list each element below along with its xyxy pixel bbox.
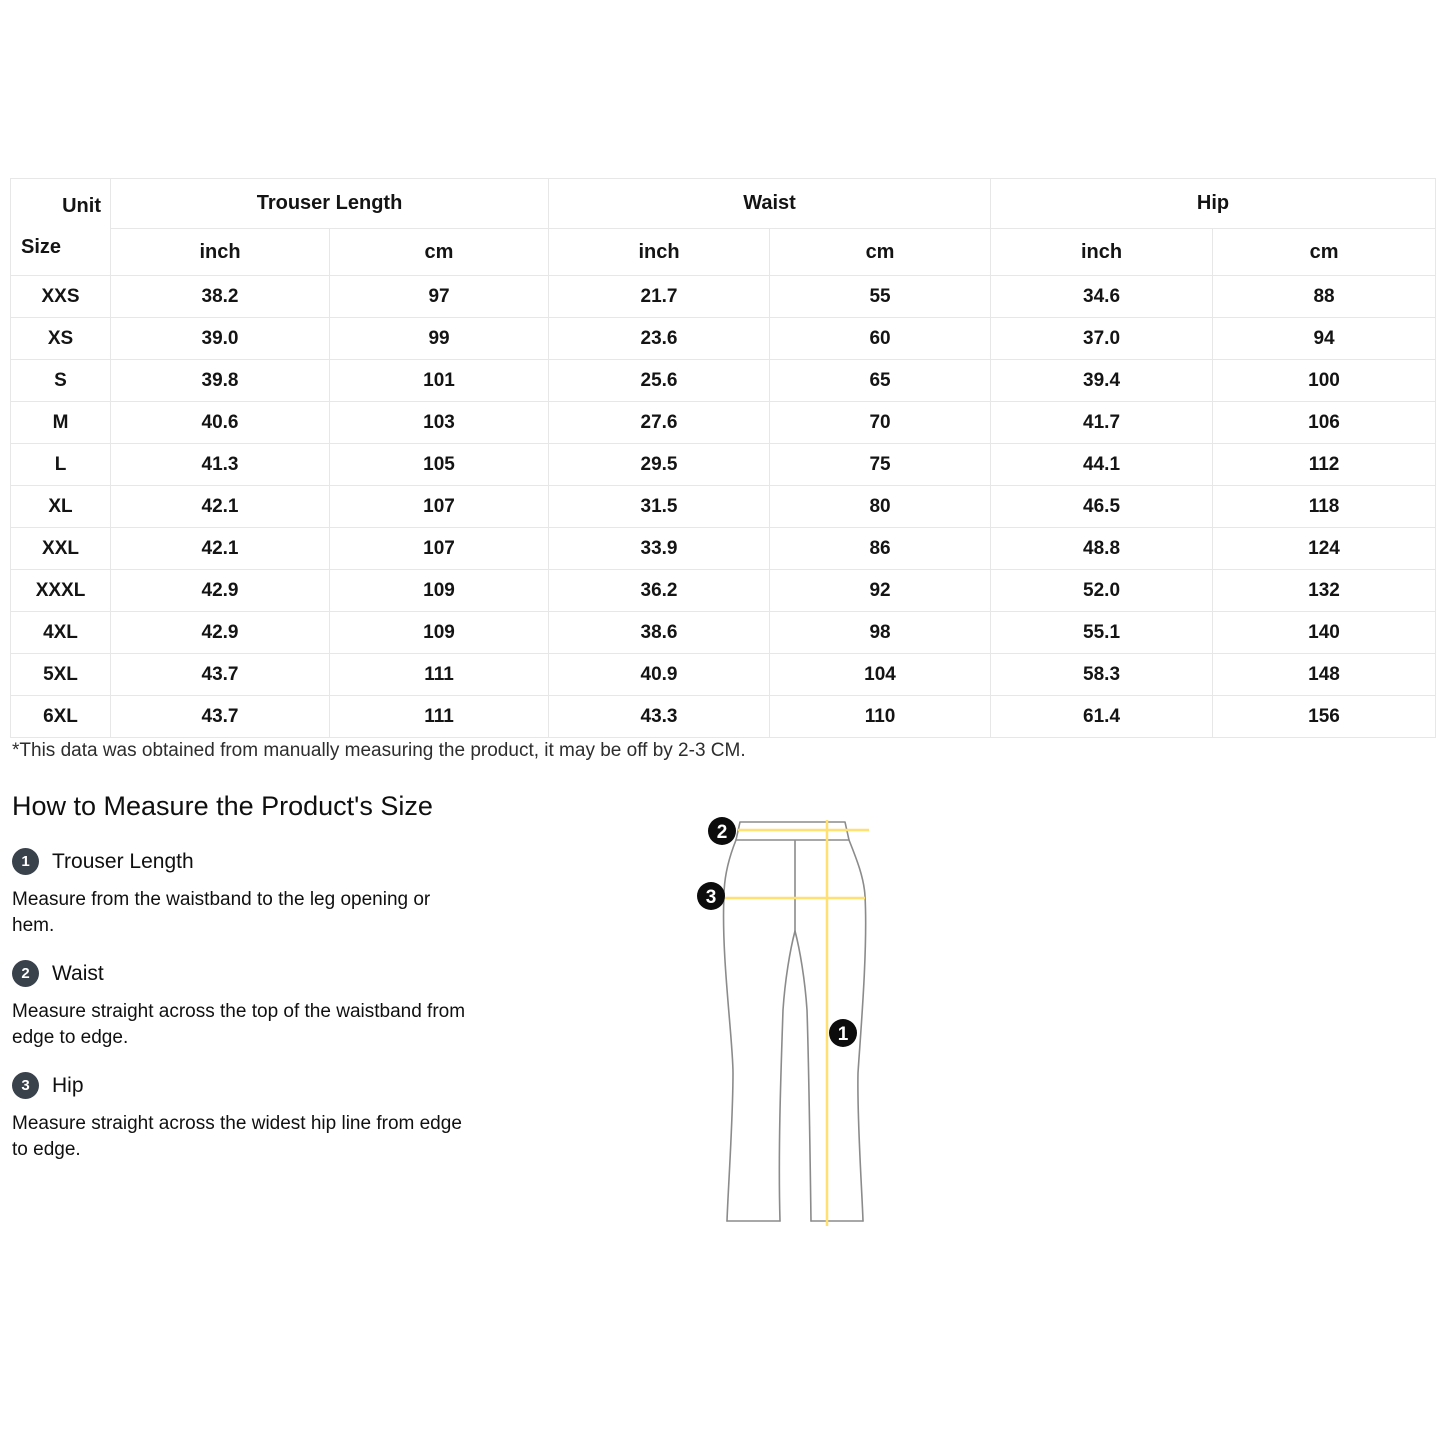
measurement-cell: 29.5 [549,444,770,486]
table-row [11,528,1436,570]
measurement-cell: 42.9 [111,570,330,612]
measurement-cell: 42.9 [111,612,330,654]
measurement-cell: 86 [770,528,991,570]
measurement-cell: 107 [330,528,549,570]
measurement-cell: 107 [330,486,549,528]
diagram-badge-1-icon [829,1019,857,1047]
step-3-badge-icon: 3 [12,1072,39,1099]
measurement-cell: 33.9 [549,528,770,570]
size-label: 4XL [11,612,111,654]
measurement-cell: 140 [1213,612,1436,654]
table-row [11,486,1436,528]
measurement-cell: 42.1 [111,528,330,570]
measurement-cell: 55 [770,276,991,318]
measurement-cell: 104 [770,654,991,696]
measurement-cell: 111 [330,654,549,696]
measurement-cell: 39.8 [111,360,330,402]
measurement-cell: 92 [770,570,991,612]
step-3-description: Measure straight across the widest hip line from edge to edge. [12,1113,462,1160]
unit-header: inch [111,229,330,276]
measurement-cell: 100 [1213,360,1436,402]
trousers-right-inner-edge [795,931,811,1221]
measurement-cell: 101 [330,360,549,402]
measurement-disclaimer: *This data was obtained from manually measuring the product, it may be off by 2-3 CM. [12,740,746,761]
column-group-hip: Hip [991,179,1436,229]
table-row [11,402,1436,444]
unit-header: inch [549,229,770,276]
step-2-description: Measure straight across the top of the waistband from edge to edge. [12,1001,466,1048]
measurement-cell: 23.6 [549,318,770,360]
measurement-cell: 44.1 [991,444,1213,486]
trousers-left-inner-edge [779,931,795,1221]
measurement-cell: 70 [770,402,991,444]
measurement-cell: 36.2 [549,570,770,612]
size-label: XXS [11,276,111,318]
measurement-cell: 60 [770,318,991,360]
measurement-cell: 88 [1213,276,1436,318]
measurement-cell: 25.6 [549,360,770,402]
size-label: XL [11,486,111,528]
table-group-header-row [11,179,1436,229]
measurement-cell: 38.2 [111,276,330,318]
measurement-cell: 41.7 [991,402,1213,444]
measurement-cell: 43.7 [111,654,330,696]
measurement-cell: 148 [1213,654,1436,696]
unit-header: cm [1213,229,1436,276]
table-unit-header-row [11,229,1436,276]
table-row [11,696,1436,738]
step-1-label: Trouser Length [52,849,194,873]
measurement-cell: 109 [330,570,549,612]
diagram-badge-2-icon [708,817,736,845]
diagram-badge-3-icon [697,882,725,910]
table-row [11,318,1436,360]
size-label: L [11,444,111,486]
step-3-label: Hip [52,1073,84,1097]
measurement-cell: 39.0 [111,318,330,360]
measurement-cell: 46.5 [991,486,1213,528]
table-row [11,444,1436,486]
measurement-cell: 34.6 [991,276,1213,318]
measurement-cell: 132 [1213,570,1436,612]
trousers-diagram-svg [690,800,920,1250]
column-group-trouser-length: Trouser Length [111,179,549,229]
measurement-cell: 43.7 [111,696,330,738]
measurement-cell: 156 [1213,696,1436,738]
measurement-cell: 94 [1213,318,1436,360]
measurement-cell: 124 [1213,528,1436,570]
step-2-badge-icon: 2 [12,960,39,987]
measurement-cell: 118 [1213,486,1436,528]
size-label: XXL [11,528,111,570]
measurement-cell: 110 [770,696,991,738]
measurement-cell: 27.6 [549,402,770,444]
measurement-cell: 111 [330,696,549,738]
size-label: XS [11,318,111,360]
table-row [11,612,1436,654]
measurement-cell: 58.3 [991,654,1213,696]
column-group-waist: Waist [549,179,991,229]
measurement-cell: 97 [330,276,549,318]
unit-header: cm [770,229,991,276]
measurement-cell: 112 [1213,444,1436,486]
trousers-measurement-diagram [690,800,920,1250]
step-trouser-length [12,848,632,875]
measurement-cell: 52.0 [991,570,1213,612]
measurement-cell: 40.6 [111,402,330,444]
size-label: XXXL [11,570,111,612]
measurement-cell: 99 [330,318,549,360]
svg-text:2: 2 [716,822,728,843]
measurement-cell: 21.7 [549,276,770,318]
table-row [11,570,1436,612]
corner-unit-label: Unit [62,195,101,217]
measurement-cell: 98 [770,612,991,654]
size-table [10,178,1436,738]
measurement-cell: 31.5 [549,486,770,528]
size-label: S [11,360,111,402]
size-label: 5XL [11,654,111,696]
measurement-cell: 80 [770,486,991,528]
measurement-cell: 43.3 [549,696,770,738]
corner-cell [11,179,111,276]
measurement-cell: 55.1 [991,612,1213,654]
unit-header: inch [991,229,1213,276]
step-1-badge-icon: 1 [12,848,39,875]
measurement-cell: 37.0 [991,318,1213,360]
measurement-cell: 65 [770,360,991,402]
unit-header: cm [330,229,549,276]
step-hip [12,1072,632,1099]
measurement-cell: 105 [330,444,549,486]
measurement-cell: 75 [770,444,991,486]
measurement-cell: 40.9 [549,654,770,696]
size-table-body [11,276,1436,738]
measurement-cell: 103 [330,402,549,444]
measurement-cell: 48.8 [991,528,1213,570]
table-row [11,276,1436,318]
measurement-cell: 106 [1213,402,1436,444]
table-row [11,360,1436,402]
measurement-cell: 39.4 [991,360,1213,402]
size-label: M [11,402,111,444]
measurement-cell: 42.1 [111,486,330,528]
step-2-label: Waist [52,961,104,985]
table-row [11,654,1436,696]
measurement-cell: 41.3 [111,444,330,486]
size-label: 6XL [11,696,111,738]
how-to-measure-section [12,790,632,1184]
step-waist [12,960,632,987]
measurement-cell: 61.4 [991,696,1213,738]
how-to-measure-title: How to Measure the Product's Size [12,791,433,821]
corner-size-label: Size [21,236,62,258]
svg-text:1: 1 [837,1024,849,1045]
measurement-cell: 38.6 [549,612,770,654]
svg-text:3: 3 [705,887,717,908]
measurement-cell: 109 [330,612,549,654]
step-1-description: Measure from the waistband to the leg opening or hem. [12,889,431,936]
